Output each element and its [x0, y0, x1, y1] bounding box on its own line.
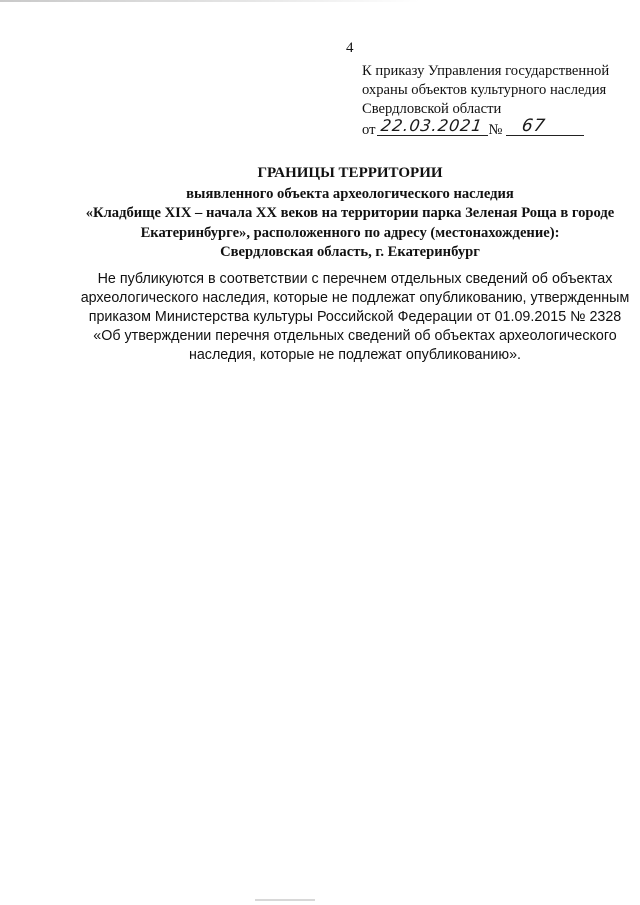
title-line: Свердловская область, г. Екатеринбург	[220, 244, 480, 260]
appendix-line: охраны объектов культурного наследия	[362, 82, 607, 98]
order-reference	[362, 116, 632, 140]
handwritten-date: 22.03.2021	[380, 116, 485, 135]
title-line: выявленного объекта археологического наследия	[186, 185, 514, 202]
notice-line: археологического наследия, которые не подлежат опубликованию, утвержденным	[80, 290, 630, 306]
document-title	[60, 164, 640, 263]
title-line: Екатеринбурге», расположенного по адресу (местонахождение):	[140, 224, 560, 241]
title-line: «Кладбище XIX – начала XX веков на территории парка Зеленая Роща в городе	[85, 205, 615, 221]
scan-edge-bottom	[255, 899, 315, 901]
date-field	[377, 116, 488, 136]
publication-notice	[70, 270, 640, 365]
date-prefix: от	[362, 122, 376, 138]
notice-line: Не публикуются в соответствии с перечнем отдельных сведений об объектах	[97, 271, 613, 287]
scan-edge-top	[0, 0, 420, 2]
appendix-line: К приказу Управления государственной	[362, 63, 610, 79]
number-prefix: №	[488, 122, 503, 138]
appendix-line: Свердловской области	[362, 101, 502, 117]
appendix-header	[362, 62, 632, 140]
notice-line: приказом Министерства культуры Российской Федерации от 01.09.2015 № 2328	[88, 309, 622, 325]
page-number: 4	[346, 40, 354, 56]
handwritten-number: 67	[521, 116, 548, 136]
notice-line: «Об утверждении перечня отдельных сведений об объектах археологического	[93, 328, 617, 344]
number-field	[506, 116, 584, 136]
title-heading: ГРАНИЦЫ ТЕРРИТОРИИ	[257, 165, 443, 181]
notice-line: наследия, которые не подлежат опубликованию».	[188, 347, 522, 363]
